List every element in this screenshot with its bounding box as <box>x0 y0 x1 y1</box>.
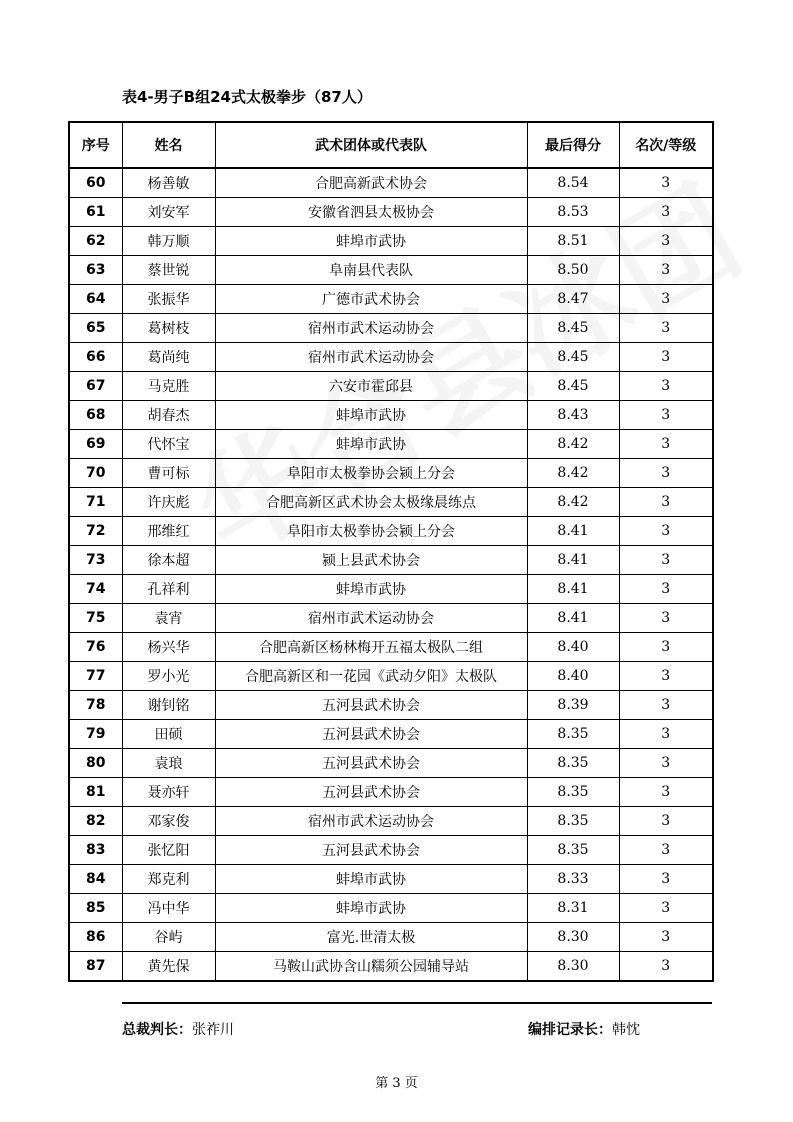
cell-rank: 3 <box>619 314 713 343</box>
cell-name: 谷屿 <box>122 923 215 952</box>
cell-score: 8.43 <box>527 401 619 430</box>
cell-rank: 3 <box>619 749 713 778</box>
cell-no: 82 <box>69 807 122 836</box>
table-row <box>69 633 713 662</box>
cell-name: 冯中华 <box>122 894 215 923</box>
cell-team: 六安市霍邱县 <box>215 372 527 401</box>
cell-name: 徐本超 <box>122 546 215 575</box>
cell-team: 蚌埠市武协 <box>215 401 527 430</box>
cell-rank: 3 <box>619 575 713 604</box>
table-row <box>69 314 713 343</box>
cell-name: 杨兴华 <box>122 633 215 662</box>
cell-team: 阜阳市太极拳协会颍上分会 <box>215 459 527 488</box>
cell-name: 邢维红 <box>122 517 215 546</box>
recorder-name: 韩忱 <box>612 1022 640 1038</box>
table-row <box>69 952 713 982</box>
cell-team: 合肥高新区和一花园《武动夕阳》太极队 <box>215 662 527 691</box>
table-row <box>69 691 713 720</box>
col-header-name: 姓名 <box>122 122 215 168</box>
table-row <box>69 372 713 401</box>
cell-score: 8.35 <box>527 807 619 836</box>
cell-name: 杨善敏 <box>122 168 215 198</box>
cell-team: 安徽省泗县太极协会 <box>215 198 527 227</box>
cell-rank: 3 <box>619 430 713 459</box>
cell-rank: 3 <box>619 488 713 517</box>
cell-rank: 3 <box>619 285 713 314</box>
cell-score: 8.51 <box>527 227 619 256</box>
cell-rank: 3 <box>619 401 713 430</box>
table-row <box>69 865 713 894</box>
cell-name: 胡春杰 <box>122 401 215 430</box>
cell-rank: 3 <box>619 227 713 256</box>
table-row <box>69 198 713 227</box>
cell-name: 许庆彪 <box>122 488 215 517</box>
cell-rank: 3 <box>619 952 713 982</box>
table-row <box>69 401 713 430</box>
cell-score: 8.42 <box>527 430 619 459</box>
cell-no: 79 <box>69 720 122 749</box>
cell-team: 马鞍山武协含山糯须公园辅导站 <box>215 952 527 982</box>
cell-team: 五河县武术协会 <box>215 778 527 807</box>
cell-no: 64 <box>69 285 122 314</box>
cell-name: 郑克利 <box>122 865 215 894</box>
cell-no: 72 <box>69 517 122 546</box>
cell-no: 68 <box>69 401 122 430</box>
cell-score: 8.40 <box>527 633 619 662</box>
cell-score: 8.47 <box>527 285 619 314</box>
cell-name: 曹可标 <box>122 459 215 488</box>
cell-score: 8.45 <box>527 372 619 401</box>
cell-rank: 3 <box>619 778 713 807</box>
cell-no: 84 <box>69 865 122 894</box>
cell-name: 代怀宝 <box>122 430 215 459</box>
cell-team: 五河县武术协会 <box>215 691 527 720</box>
cell-score: 8.45 <box>527 343 619 372</box>
cell-team: 富光.世清太极 <box>215 923 527 952</box>
cell-name: 谢钊铭 <box>122 691 215 720</box>
table-row <box>69 604 713 633</box>
cell-score: 8.41 <box>527 604 619 633</box>
cell-name: 孔祥利 <box>122 575 215 604</box>
table-row <box>69 546 713 575</box>
cell-no: 76 <box>69 633 122 662</box>
cell-team: 阜南县代表队 <box>215 256 527 285</box>
cell-rank: 3 <box>619 662 713 691</box>
footer-rule <box>122 1002 712 1004</box>
cell-score: 8.45 <box>527 314 619 343</box>
cell-no: 73 <box>69 546 122 575</box>
cell-team: 合肥高新区杨林梅开五福太极队二组 <box>215 633 527 662</box>
cell-name: 聂亦轩 <box>122 778 215 807</box>
cell-score: 8.40 <box>527 662 619 691</box>
col-header-no: 序号 <box>69 122 122 168</box>
chief-judge-name: 张祚川 <box>192 1022 234 1038</box>
cell-team: 五河县武术协会 <box>215 720 527 749</box>
cell-rank: 3 <box>619 168 713 198</box>
cell-rank: 3 <box>619 546 713 575</box>
cell-no: 77 <box>69 662 122 691</box>
chief-judge-label: 总裁判长： <box>122 1022 192 1038</box>
cell-team: 蚌埠市武协 <box>215 894 527 923</box>
table-row <box>69 662 713 691</box>
cell-score: 8.30 <box>527 923 619 952</box>
cell-team: 广德市武术协会 <box>215 285 527 314</box>
table-row <box>69 430 713 459</box>
cell-score: 8.33 <box>527 865 619 894</box>
cell-team: 颍上县武术协会 <box>215 546 527 575</box>
cell-team: 蚌埠市武协 <box>215 575 527 604</box>
table-row <box>69 749 713 778</box>
cell-rank: 3 <box>619 807 713 836</box>
cell-no: 66 <box>69 343 122 372</box>
cell-no: 75 <box>69 604 122 633</box>
cell-rank: 3 <box>619 691 713 720</box>
cell-rank: 3 <box>619 720 713 749</box>
cell-no: 87 <box>69 952 122 982</box>
cell-team: 合肥高新武术协会 <box>215 168 527 198</box>
table-row <box>69 778 713 807</box>
cell-no: 63 <box>69 256 122 285</box>
cell-name: 马克胜 <box>122 372 215 401</box>
cell-name: 邓家俊 <box>122 807 215 836</box>
cell-team: 宿州市武术运动协会 <box>215 314 527 343</box>
table-row <box>69 256 713 285</box>
cell-rank: 3 <box>619 923 713 952</box>
cell-name: 蔡世锐 <box>122 256 215 285</box>
cell-rank: 3 <box>619 865 713 894</box>
cell-name: 袁宵 <box>122 604 215 633</box>
cell-team: 阜阳市太极拳协会颍上分会 <box>215 517 527 546</box>
cell-no: 65 <box>69 314 122 343</box>
table-row <box>69 720 713 749</box>
cell-score: 8.53 <box>527 198 619 227</box>
recorder <box>528 1019 640 1039</box>
recorder-label: 编排记录长： <box>528 1022 612 1038</box>
table-row <box>69 575 713 604</box>
cell-name: 张忆阳 <box>122 836 215 865</box>
results-table <box>68 121 714 982</box>
cell-name: 张振华 <box>122 285 215 314</box>
cell-rank: 3 <box>619 343 713 372</box>
cell-name: 葛尚纯 <box>122 343 215 372</box>
cell-score: 8.30 <box>527 952 619 982</box>
table-row <box>69 807 713 836</box>
cell-no: 78 <box>69 691 122 720</box>
cell-team: 合肥高新区武术协会太极缘晨练点 <box>215 488 527 517</box>
cell-team: 宿州市武术运动协会 <box>215 807 527 836</box>
table-row <box>69 836 713 865</box>
cell-rank: 3 <box>619 372 713 401</box>
cell-rank: 3 <box>619 198 713 227</box>
cell-score: 8.35 <box>527 836 619 865</box>
table-title: 表4-男子B组24式太极拳步（87人） <box>122 88 372 106</box>
cell-no: 70 <box>69 459 122 488</box>
cell-team: 蚌埠市武协 <box>215 865 527 894</box>
cell-score: 8.41 <box>527 517 619 546</box>
cell-rank: 3 <box>619 633 713 662</box>
cell-name: 罗小光 <box>122 662 215 691</box>
cell-no: 61 <box>69 198 122 227</box>
cell-name: 刘安军 <box>122 198 215 227</box>
table-row <box>69 459 713 488</box>
cell-name: 袁琅 <box>122 749 215 778</box>
table-row <box>69 168 713 198</box>
table-row <box>69 488 713 517</box>
cell-team: 宿州市武术运动协会 <box>215 604 527 633</box>
cell-score: 8.54 <box>527 168 619 198</box>
cell-no: 69 <box>69 430 122 459</box>
cell-team: 五河县武术协会 <box>215 836 527 865</box>
cell-team: 蚌埠市武协 <box>215 227 527 256</box>
cell-rank: 3 <box>619 256 713 285</box>
cell-rank: 3 <box>619 604 713 633</box>
cell-no: 62 <box>69 227 122 256</box>
cell-score: 8.39 <box>527 691 619 720</box>
cell-no: 60 <box>69 168 122 198</box>
header-row <box>69 122 713 168</box>
cell-no: 71 <box>69 488 122 517</box>
cell-no: 85 <box>69 894 122 923</box>
cell-score: 8.42 <box>527 488 619 517</box>
cell-team: 蚌埠市武协 <box>215 430 527 459</box>
cell-rank: 3 <box>619 517 713 546</box>
table-row <box>69 923 713 952</box>
cell-name: 黄先保 <box>122 952 215 982</box>
cell-no: 86 <box>69 923 122 952</box>
cell-rank: 3 <box>619 459 713 488</box>
table-row <box>69 517 713 546</box>
chief-judge <box>122 1019 234 1039</box>
cell-name: 葛树枝 <box>122 314 215 343</box>
cell-team: 宿州市武术运动协会 <box>215 343 527 372</box>
cell-score: 8.41 <box>527 575 619 604</box>
cell-no: 81 <box>69 778 122 807</box>
col-header-team: 武术团体或代表队 <box>215 122 527 168</box>
cell-no: 80 <box>69 749 122 778</box>
cell-no: 83 <box>69 836 122 865</box>
cell-rank: 3 <box>619 836 713 865</box>
col-header-score: 最后得分 <box>527 122 619 168</box>
cell-score: 8.42 <box>527 459 619 488</box>
col-header-rank: 名次/等级 <box>619 122 713 168</box>
table-row <box>69 285 713 314</box>
table-row <box>69 227 713 256</box>
cell-score: 8.41 <box>527 546 619 575</box>
cell-name: 韩万顺 <box>122 227 215 256</box>
table-row <box>69 894 713 923</box>
cell-score: 8.31 <box>527 894 619 923</box>
cell-score: 8.35 <box>527 720 619 749</box>
page-number: 第 3 页 <box>375 1076 418 1091</box>
cell-score: 8.50 <box>527 256 619 285</box>
cell-name: 田硕 <box>122 720 215 749</box>
cell-team: 五河县武术协会 <box>215 749 527 778</box>
cell-no: 67 <box>69 372 122 401</box>
cell-rank: 3 <box>619 894 713 923</box>
table-row <box>69 343 713 372</box>
cell-no: 74 <box>69 575 122 604</box>
cell-score: 8.35 <box>527 749 619 778</box>
cell-score: 8.35 <box>527 778 619 807</box>
